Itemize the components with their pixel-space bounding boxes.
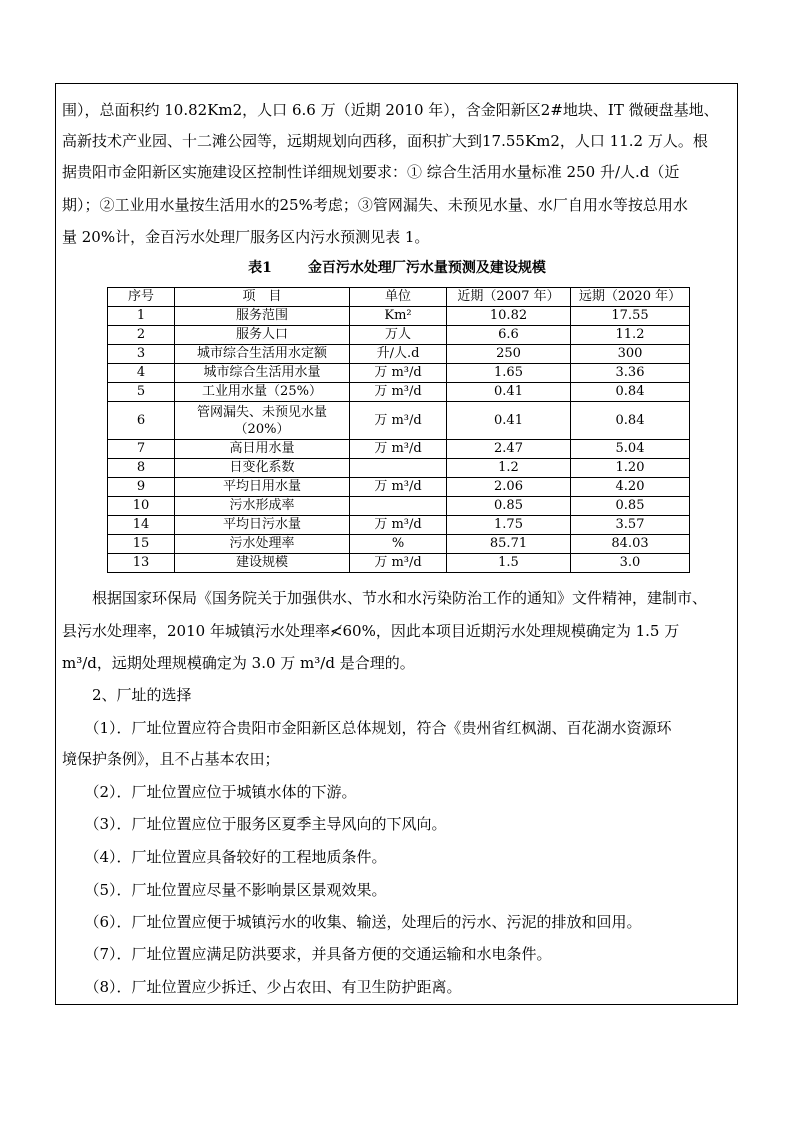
header-item: 项 目	[175, 288, 350, 307]
cell-long-term: 3.0	[571, 554, 690, 573]
intro-line-1: 围），总面积约 10.82Km2，人口 6.6 万（近期 2010 年），含金阳新区2#地块、IT 微硬盘基地、	[62, 101, 719, 119]
cell-index: 13	[108, 554, 175, 573]
cell-near-term: 85.71	[447, 535, 571, 554]
table-row	[108, 516, 690, 535]
criteria-item-2: （2）．厂址位置应位于城镇水体的下游。	[62, 783, 357, 801]
cell-index: 1	[108, 307, 175, 326]
cell-unit: 万 m³/d	[350, 383, 447, 402]
cell-unit: 万 m³/d	[350, 478, 447, 497]
cell-item: 建设规模	[175, 554, 350, 573]
sewage-forecast-table	[107, 287, 690, 573]
cell-long-term: 5.04	[571, 440, 690, 459]
cell-near-term: 0.41	[447, 402, 571, 440]
cell-item: 污水形成率	[175, 497, 350, 516]
criteria-item-7: （7）．厂址位置应满足防洪要求，并具备方便的交通运输和水电条件。	[62, 945, 552, 963]
table-row	[108, 402, 690, 440]
intro-line-3: 据贵阳市金阳新区实施建设区控制性详细规划要求：① 综合生活用水量标准 250 升/人.d（近	[62, 163, 680, 181]
cell-item: 平均日用水量	[175, 478, 350, 497]
cell-long-term: 3.36	[571, 364, 690, 383]
table-row	[108, 364, 690, 383]
criteria-item-3: （3）．厂址位置应位于服务区夏季主导风向的下风向。	[62, 815, 447, 833]
section-heading: 2、厂址的选择	[62, 686, 192, 704]
cell-item: 高日用水量	[175, 440, 350, 459]
cell-long-term: 17.55	[571, 307, 690, 326]
cell-unit: 升/人.d	[350, 345, 447, 364]
cell-near-term: 2.06	[447, 478, 571, 497]
conclusion-line-1: 根据国家环保局《国务院关于加强供水、节水和水污染防治工作的通知》文件精神，建制市、	[62, 589, 708, 607]
header-long-term: 远期（2020 年）	[571, 288, 690, 307]
cell-index: 4	[108, 364, 175, 383]
criteria-item-1: （1）．厂址位置应符合贵阳市金阳新区总体规划，符合《贵州省红枫湖、百花湖水资源环	[62, 719, 672, 737]
table-header-row	[108, 288, 690, 307]
table-title-label: 表1	[248, 260, 272, 276]
cell-long-term: 11.2	[571, 326, 690, 345]
cell-near-term: 0.85	[447, 497, 571, 516]
cell-near-term: 10.82	[447, 307, 571, 326]
cell-near-term: 250	[447, 345, 571, 364]
cell-item: 城市综合生活用水量	[175, 364, 350, 383]
cell-long-term: 0.85	[571, 497, 690, 516]
cell-index: 8	[108, 459, 175, 478]
criteria-item-4: （4）．厂址位置应具备较好的工程地质条件。	[62, 848, 387, 866]
cell-near-term: 1.2	[447, 459, 571, 478]
cell-near-term: 6.6	[447, 326, 571, 345]
cell-item: 管网漏失、未预见水量（20%）	[175, 402, 350, 440]
cell-item: 日变化系数	[175, 459, 350, 478]
table-row	[108, 440, 690, 459]
criteria-item-8: （8）．厂址位置应少拆迁、少占农田、有卫生防护距离。	[62, 978, 462, 996]
header-near-term: 近期（2007 年）	[447, 288, 571, 307]
table-row	[108, 478, 690, 497]
cell-unit: 万 m³/d	[350, 364, 447, 383]
criteria-item-6: （6）．厂址位置应便于城镇污水的收集、输送，处理后的污水、污泥的排放和回用。	[62, 913, 642, 931]
cell-near-term: 1.65	[447, 364, 571, 383]
cell-item: 平均日污水量	[175, 516, 350, 535]
cell-long-term: 1.20	[571, 459, 690, 478]
cell-near-term: 1.5	[447, 554, 571, 573]
cell-item: 城市综合生活用水定额	[175, 345, 350, 364]
cell-index: 2	[108, 326, 175, 345]
conclusion-line-3: m³/d，远期处理规模确定为 3.0 万 m³/d 是合理的。	[62, 654, 415, 672]
table-row	[108, 307, 690, 326]
table-row	[108, 535, 690, 554]
table-title	[0, 257, 794, 279]
conclusion-line-2: 县污水处理率，2010 年城镇污水处理率≮60%，因此本项目近期污水处理规模确定为 1.5 万	[62, 622, 680, 640]
table-row	[108, 554, 690, 573]
criteria-item-5: （5）．厂址位置应尽量不影响景区景观效果。	[62, 881, 387, 899]
cell-unit: Km²	[350, 307, 447, 326]
intro-line-2: 高新技术产业园、十二滩公园等，远期规划向西移，面积扩大到17.55Km2，人口 11.2 万人。根	[62, 132, 708, 150]
cell-index: 15	[108, 535, 175, 554]
cell-index: 5	[108, 383, 175, 402]
cell-unit	[350, 459, 447, 478]
cell-unit: 万 m³/d	[350, 402, 447, 440]
header-index: 序号	[108, 288, 175, 307]
cell-long-term: 84.03	[571, 535, 690, 554]
cell-long-term: 300	[571, 345, 690, 364]
cell-item: 工业用水量（25%）	[175, 383, 350, 402]
cell-near-term: 2.47	[447, 440, 571, 459]
cell-index: 14	[108, 516, 175, 535]
cell-long-term: 0.84	[571, 402, 690, 440]
table-row	[108, 326, 690, 345]
table-row	[108, 459, 690, 478]
cell-item: 服务范围	[175, 307, 350, 326]
cell-item: 污水处理率	[175, 535, 350, 554]
header-unit: 单位	[350, 288, 447, 307]
cell-long-term: 4.20	[571, 478, 690, 497]
cell-long-term: 3.57	[571, 516, 690, 535]
table-row	[108, 497, 690, 516]
cell-index: 6	[108, 402, 175, 440]
table-title-text: 金百污水处理厂污水量预测及建设规模	[307, 260, 546, 276]
table-row	[108, 383, 690, 402]
cell-unit: %	[350, 535, 447, 554]
cell-unit: 万人	[350, 326, 447, 345]
cell-index: 9	[108, 478, 175, 497]
cell-unit: 万 m³/d	[350, 554, 447, 573]
cell-near-term: 1.75	[447, 516, 571, 535]
intro-line-5: 量 20%计，金百污水处理厂服务区内污水预测见表 1。	[62, 228, 430, 246]
criteria-item-1-cont: 境保护条例》，且不占基本农田；	[62, 750, 280, 768]
intro-line-4: 期）；②工业用水量按生活用水的25%考虑；③管网漏失、未预见水量、水厂自用水等按总用水	[62, 196, 688, 214]
cell-index: 10	[108, 497, 175, 516]
cell-near-term: 0.41	[447, 383, 571, 402]
cell-item: 服务人口	[175, 326, 350, 345]
cell-unit: 万 m³/d	[350, 516, 447, 535]
table-row	[108, 345, 690, 364]
cell-index: 7	[108, 440, 175, 459]
cell-unit: 万 m³/d	[350, 440, 447, 459]
cell-index: 3	[108, 345, 175, 364]
cell-unit	[350, 497, 447, 516]
cell-long-term: 0.84	[571, 383, 690, 402]
